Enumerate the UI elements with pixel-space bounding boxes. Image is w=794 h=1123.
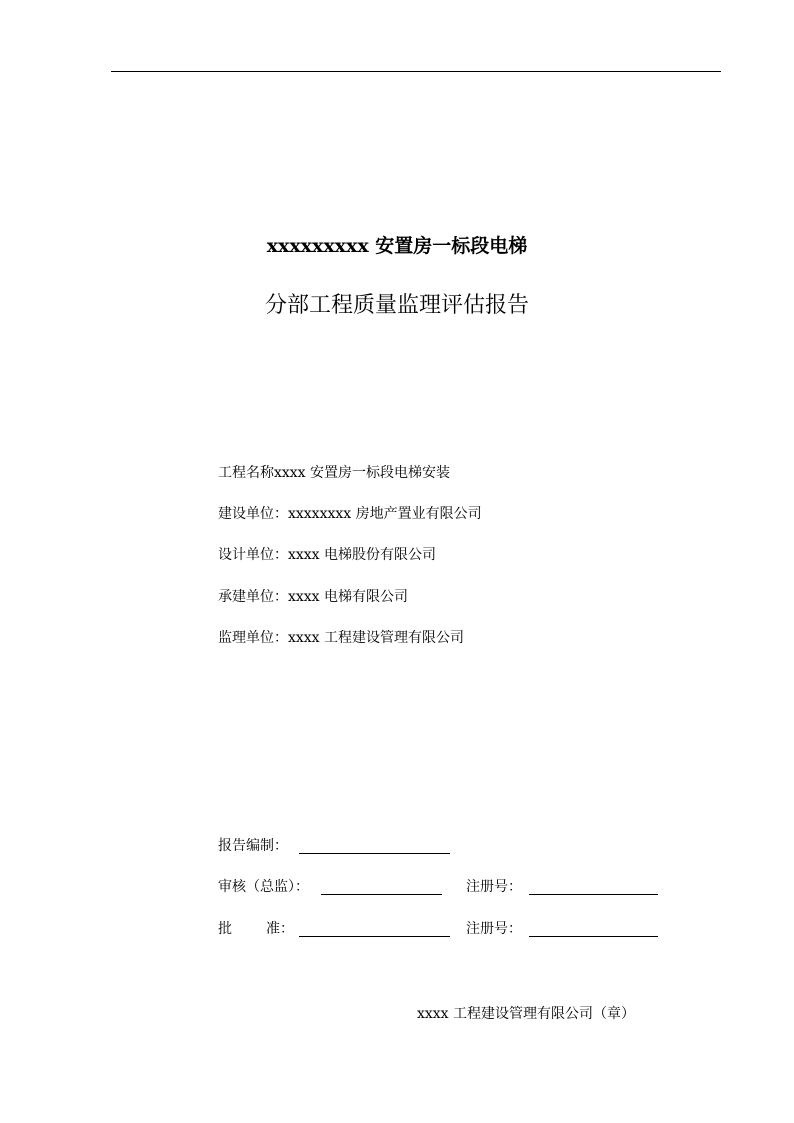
- supervision-unit-line: [218, 629, 464, 647]
- approve-label-char2: 准：: [266, 921, 294, 937]
- design-unit-label: 设计单位：: [218, 547, 288, 563]
- design-unit-line: [218, 546, 436, 564]
- approve-label: [218, 920, 294, 938]
- construction-unit-label: 建设单位：: [218, 506, 288, 522]
- review-label: 审核（总监）：: [218, 879, 309, 895]
- project-name-line: [218, 464, 450, 482]
- header-rule: [111, 71, 721, 72]
- report-compiler-field[interactable]: [299, 853, 450, 854]
- contractor-unit-label: 承建单位：: [218, 589, 288, 605]
- registration-field-1[interactable]: [529, 894, 658, 895]
- registration-label-2: 注册号：: [466, 921, 522, 937]
- contractor-unit-value: xxxx 电梯有限公司: [288, 589, 409, 605]
- registration-field-2[interactable]: [529, 936, 658, 937]
- project-name-label: 工程名称: [218, 465, 274, 481]
- company-seal-line: xxxx 工程建设管理有限公司（章）: [417, 1006, 636, 1022]
- review-field[interactable]: [321, 894, 442, 895]
- supervision-unit-value: xxxx 工程建设管理有限公司: [288, 630, 465, 646]
- supervision-unit-label: 监理单位：: [218, 630, 288, 646]
- report-title-main: 分部工程质量监理评估报告: [264, 293, 529, 318]
- project-name-value: xxxx 安置房一标段电梯安装: [274, 465, 451, 481]
- construction-unit-line: [218, 505, 482, 523]
- construction-unit-value: xxxxxxxx 房地产置业有限公司: [288, 506, 482, 522]
- report-title-project: xxxxxxxxx 安置房一标段电梯: [266, 235, 528, 257]
- design-unit-value: xxxx 电梯股份有限公司: [288, 547, 437, 563]
- contractor-unit-line: [218, 588, 408, 606]
- approve-label-char1: 批: [218, 921, 232, 937]
- approve-field[interactable]: [299, 936, 450, 937]
- report-compiler-label: 报告编制：: [218, 838, 288, 854]
- registration-label-1: 注册号：: [466, 879, 522, 895]
